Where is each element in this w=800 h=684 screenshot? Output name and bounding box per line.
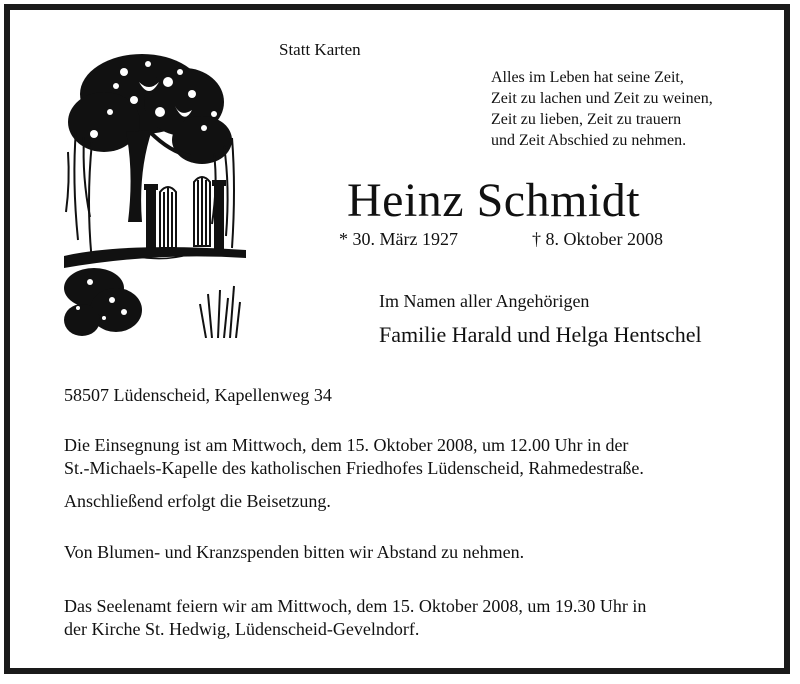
blessing-paragraph [64,434,744,480]
mourners-family: Familie Harald und Helga Hentschel [379,322,702,347]
mourners-intro: Im Namen aller Angehörigen [379,291,590,311]
address: 58507 Lüdenscheid, Kapellenweg 34 [64,385,332,405]
poem-line: Zeit zu lachen und Zeit zu weinen, [491,90,713,107]
statt-karten-label: Statt Karten [279,40,361,59]
requiem-paragraph [64,595,744,641]
poem-line: Zeit zu lieben, Zeit zu trauern [491,111,682,128]
deceased-name: Heinz Schmidt [347,174,641,227]
burial-paragraph: Anschließend erfolgt die Beisetzung. [64,491,331,511]
poem-line: Alles im Leben hat seine Zeit, [491,69,684,86]
blessing-line: Die Einsegnung ist am Mittwoch, dem 15. Oktober 2008, um 12.00 Uhr in der [64,435,629,455]
cemetery-gate-willow-icon [64,42,246,338]
death-date: † 8. Oktober 2008 [532,229,663,249]
birth-date: * 30. März 1927 [339,229,458,249]
requiem-line: der Kirche St. Hedwig, Lüdenscheid-Gevelndorf. [64,619,420,639]
blessing-line: St.-Michaels-Kapelle des katholischen Friedhofes Lüdenscheid, Rahmedestraße. [64,458,644,478]
poem [491,67,713,151]
requiem-line: Das Seelenamt feiern wir am Mittwoch, dem 15. Oktober 2008, um 19.30 Uhr in [64,596,647,616]
poem-line: und Zeit Abschied zu nehmen. [491,132,687,149]
flowers-paragraph: Von Blumen- und Kranzspenden bitten wir Abstand zu nehmen. [64,542,525,562]
